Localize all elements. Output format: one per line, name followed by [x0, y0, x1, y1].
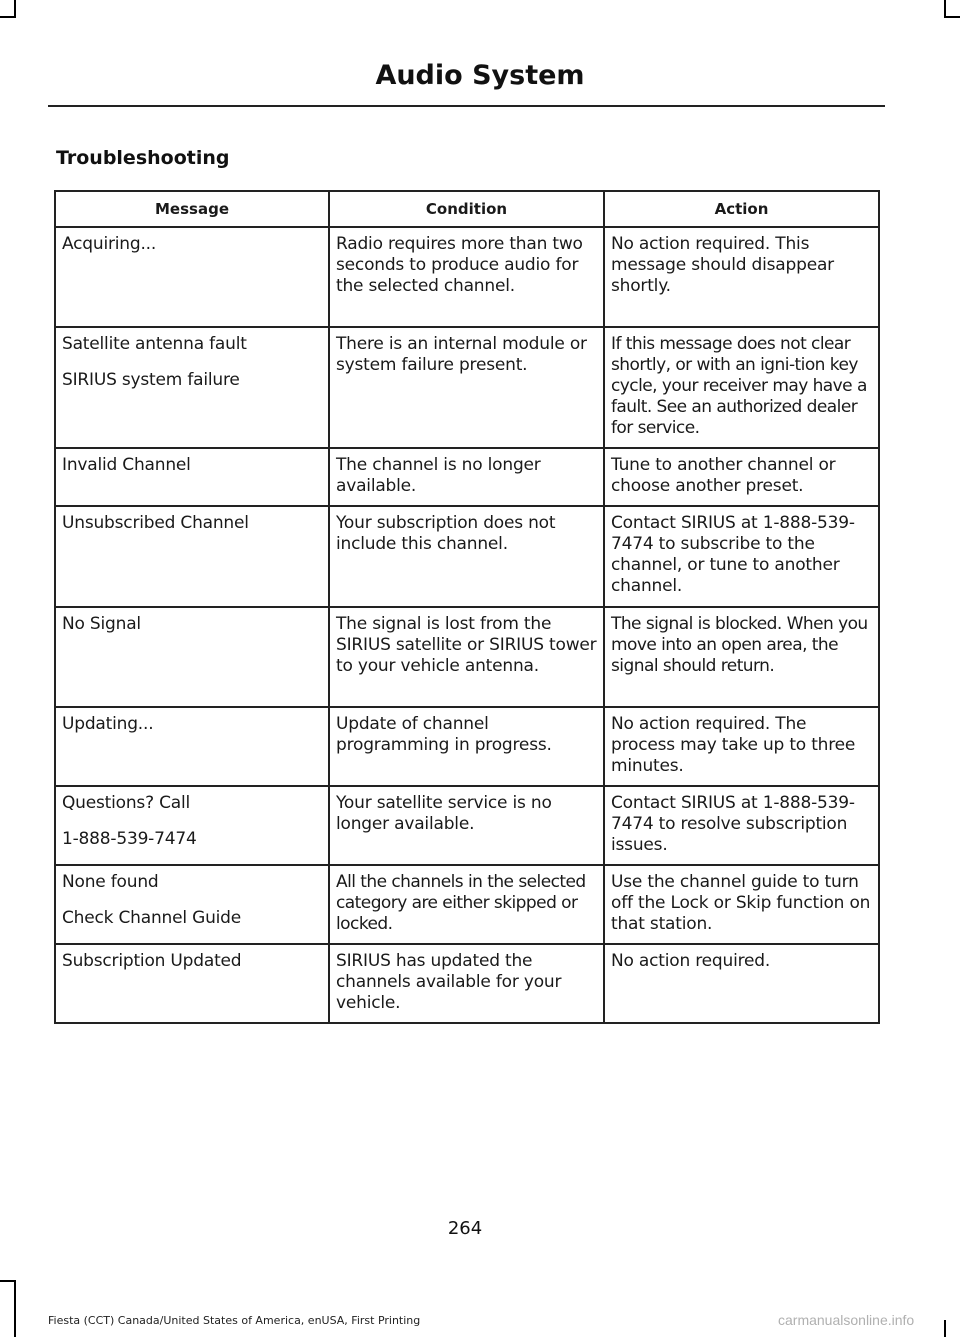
message-cell	[55, 448, 329, 506]
condition-cell: Radio requires more than two seconds to produce audio for the selected channel.	[329, 227, 604, 327]
action-cell: Contact SIRIUS at 1-888-539-7474 to resolve subscription issues.	[604, 786, 879, 865]
action-cell: No action required. The process may take up to three minutes.	[604, 707, 879, 786]
message-cell	[55, 786, 329, 865]
condition-cell: The signal is lost from the SIRIUS satellite or SIRIUS tower to your vehicle antenna.	[329, 607, 604, 707]
message-text: Invalid Channel	[62, 455, 191, 475]
watermark: carmanualsonline.info	[778, 1312, 915, 1328]
message-cell	[55, 506, 329, 607]
section-title: Troubleshooting	[56, 147, 230, 169]
condition-cell: There is an internal module or system failure present.	[329, 327, 604, 448]
edition-footer: Fiesta (CCT) Canada/United States of America, enUSA, First Printing	[48, 1314, 421, 1327]
header-rule	[48, 105, 885, 107]
message-text: Check Channel Guide	[62, 908, 242, 928]
page-number: 264	[447, 1218, 483, 1239]
table-row	[55, 506, 879, 607]
condition-cell: SIRIUS has updated the channels available for your vehicle.	[329, 944, 604, 1023]
condition-cell: Update of channel programming in progress.	[329, 707, 604, 786]
message-cell	[55, 944, 329, 1023]
condition-cell: The channel is no longer available.	[329, 448, 604, 506]
table-row	[55, 607, 879, 707]
crop-mark	[0, 1280, 16, 1282]
message-text: Satellite antenna fault	[62, 334, 247, 354]
crop-mark	[14, 1280, 16, 1337]
crop-mark	[0, 16, 16, 18]
condition-cell: All the channels in the selected category are either skipped or locked.	[329, 865, 604, 944]
troubleshooting-table	[54, 190, 880, 1024]
message-text: Subscription Updated	[62, 951, 242, 971]
table-row	[55, 707, 879, 786]
action-cell: If this message does not clear shortly, or with an igni-tion key cycle, your receiver may have a fault. See an authorized dealer for service.	[604, 327, 879, 448]
message-text: Updating...	[62, 714, 154, 734]
table-row	[55, 327, 879, 448]
table-row	[55, 944, 879, 1023]
column-header-condition: Condition	[329, 191, 604, 227]
message-cell	[55, 607, 329, 707]
condition-cell: Your satellite service is no longer available.	[329, 786, 604, 865]
table-row	[55, 227, 879, 327]
message-cell	[55, 227, 329, 327]
action-cell: No action required.	[604, 944, 879, 1023]
page-title: Audio System	[375, 60, 585, 91]
message-text: None found	[62, 872, 159, 892]
message-text: Questions? Call	[62, 793, 191, 813]
message-text: 1-888-539-7474	[62, 829, 197, 849]
message-cell	[55, 865, 329, 944]
crop-mark	[944, 1320, 946, 1337]
column-header-message: Message	[55, 191, 329, 227]
message-text: Unsubscribed Channel	[62, 513, 249, 533]
action-cell: Tune to another channel or choose another preset.	[604, 448, 879, 506]
action-cell: Contact SIRIUS at 1-888-539-7474 to subscribe to the channel, or tune to another channel.	[604, 506, 879, 607]
table-row	[55, 865, 879, 944]
message-cell	[55, 707, 329, 786]
action-cell: The signal is blocked. When you move into an open area, the signal should return.	[604, 607, 879, 707]
condition-cell: Your subscription does not include this channel.	[329, 506, 604, 607]
message-cell	[55, 327, 329, 448]
table-row	[55, 786, 879, 865]
message-text: Acquiring...	[62, 234, 157, 254]
crop-mark	[944, 16, 960, 18]
table-row	[55, 448, 879, 506]
table-header-row	[55, 191, 879, 227]
column-header-action: Action	[604, 191, 879, 227]
action-cell: Use the channel guide to turn off the Lock or Skip function on that station.	[604, 865, 879, 944]
action-cell: No action required. This message should disappear shortly.	[604, 227, 879, 327]
message-text: No Signal	[62, 614, 141, 634]
message-text: SIRIUS system failure	[62, 370, 240, 390]
